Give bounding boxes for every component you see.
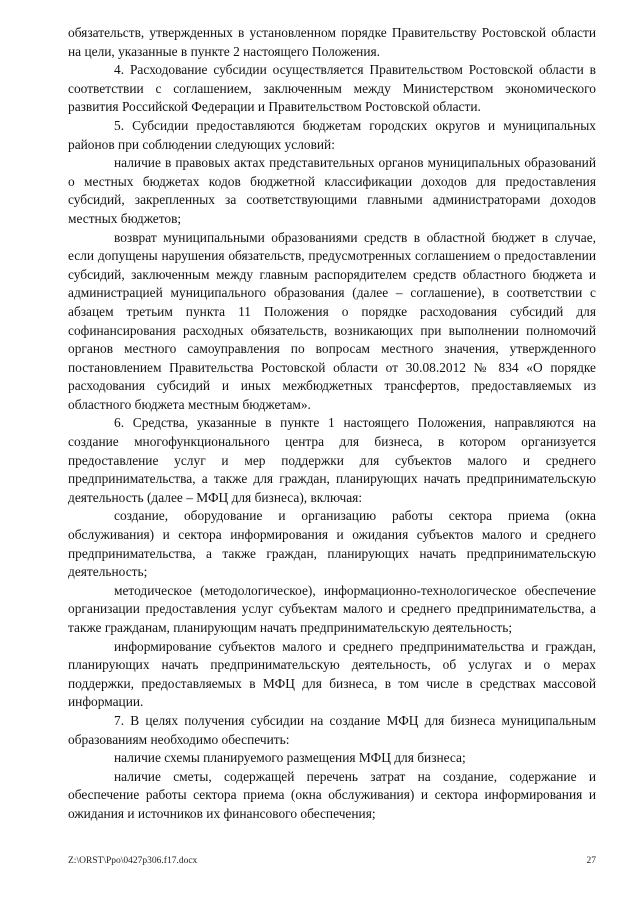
footer-file-path: Z:\ORST\Ppo\0427p306.f17.docx: [68, 856, 198, 866]
paragraph-condition-2: возврат муниципальными образованиями средств в областной бюджет в случае, если допущены нарушения обязательств, предусмотренных соглашением о предоставлении субсидий, заключенным между главным распорядителем средств областного бюджета и администрацией муниципального образования (далее – соглашение), в соответствии с абзацем третьим пункта 11 Положения о порядке расходования субсидий для софинансирования расходных обязательств, возникающих при выполнении полномочий органов местного самоуправления по вопросам местного значения, утвержденного постановлением Правительства Ростовской области от 30.08.2012 № 834 «О порядке расходования субсидий и иных межбюджетных трансфертов, предоставляемых из областного бюджета местным бюджетам».: [68, 229, 596, 412]
page-number: 27: [586, 856, 596, 866]
paragraph-item-7-bullet-2: наличие сметы, содержащей перечень затрат на создание, содержание и обеспечение работы сектора приема (окна обслуживания) и сектора информирования и ожидания и источников их финансового обеспечения;: [68, 768, 596, 821]
paragraph-item-4: 4. Расходование субсидии осуществляется Правительством Ростовской области в соответствии с соглашением, заключенным между Министерством экономического развития Российской Федерации и Правительством Ростовской области.: [68, 62, 596, 115]
document-body: [68, 24, 596, 824]
paragraph-item-7: 7. В целях получения субсидии на создание МФЦ для бизнеса муниципальным образованиям необходимо обеспечить:: [68, 712, 596, 747]
paragraph-continuation: обязательств, утвержденных в установленном порядке Правительству Ростовской области на цели, указанные в пункте 2 настоящего Положения.: [68, 25, 596, 59]
paragraph-item-6-bullet-1: создание, оборудование и организацию работы сектора приема (окна обслуживания) и сектора информирования и ожидания субъектов малого и среднего предпринимательства, а также граждан, планирующих начать предпринимательскую деятельность;: [68, 508, 596, 580]
paragraph-item-6-bullet-2: методическое (методологическое), информационно-технологическое обеспечение организации предоставления услуг субъектам малого и среднего предпринимательства, а также гражданам, планирующим начать предпринимательскую деятельность;: [68, 582, 596, 635]
paragraph-item-5: 5. Субсидии предоставляются бюджетам городских округов и муниципальных районов при соблюдении следующих условий:: [68, 117, 596, 152]
paragraph-item-7-bullet-1: наличие схемы планируемого размещения МФЦ для бизнеса;: [114, 750, 466, 766]
paragraph-condition-1: наличие в правовых актах представительных органов муниципальных образований о местных бюджетах кодов бюджетной классификации доходов для предоставления субсидий, закрепленных за соответствующими главными администраторами доходов местных бюджетов;: [68, 155, 596, 226]
paragraph-item-6-bullet-3: информирование субъектов малого и среднего предпринимательства и граждан, планирующих начать предпринимательскую деятельность, об услугах и о мерах поддержки, предоставляемых в МФЦ для бизнеса, в том числе в средствах массовой информации.: [68, 638, 596, 710]
paragraph-item-6: 6. Средства, указанные в пункте 1 настоящего Положения, направляются на создание многофункционального центра для бизнеса, в котором организуется предоставление услуг и мер поддержки для субъектов малого и среднего предпринимательства, а также для граждан, планирующих начать предпринимательскую деятельность (далее – МФЦ для бизнеса), включая:: [68, 415, 596, 505]
